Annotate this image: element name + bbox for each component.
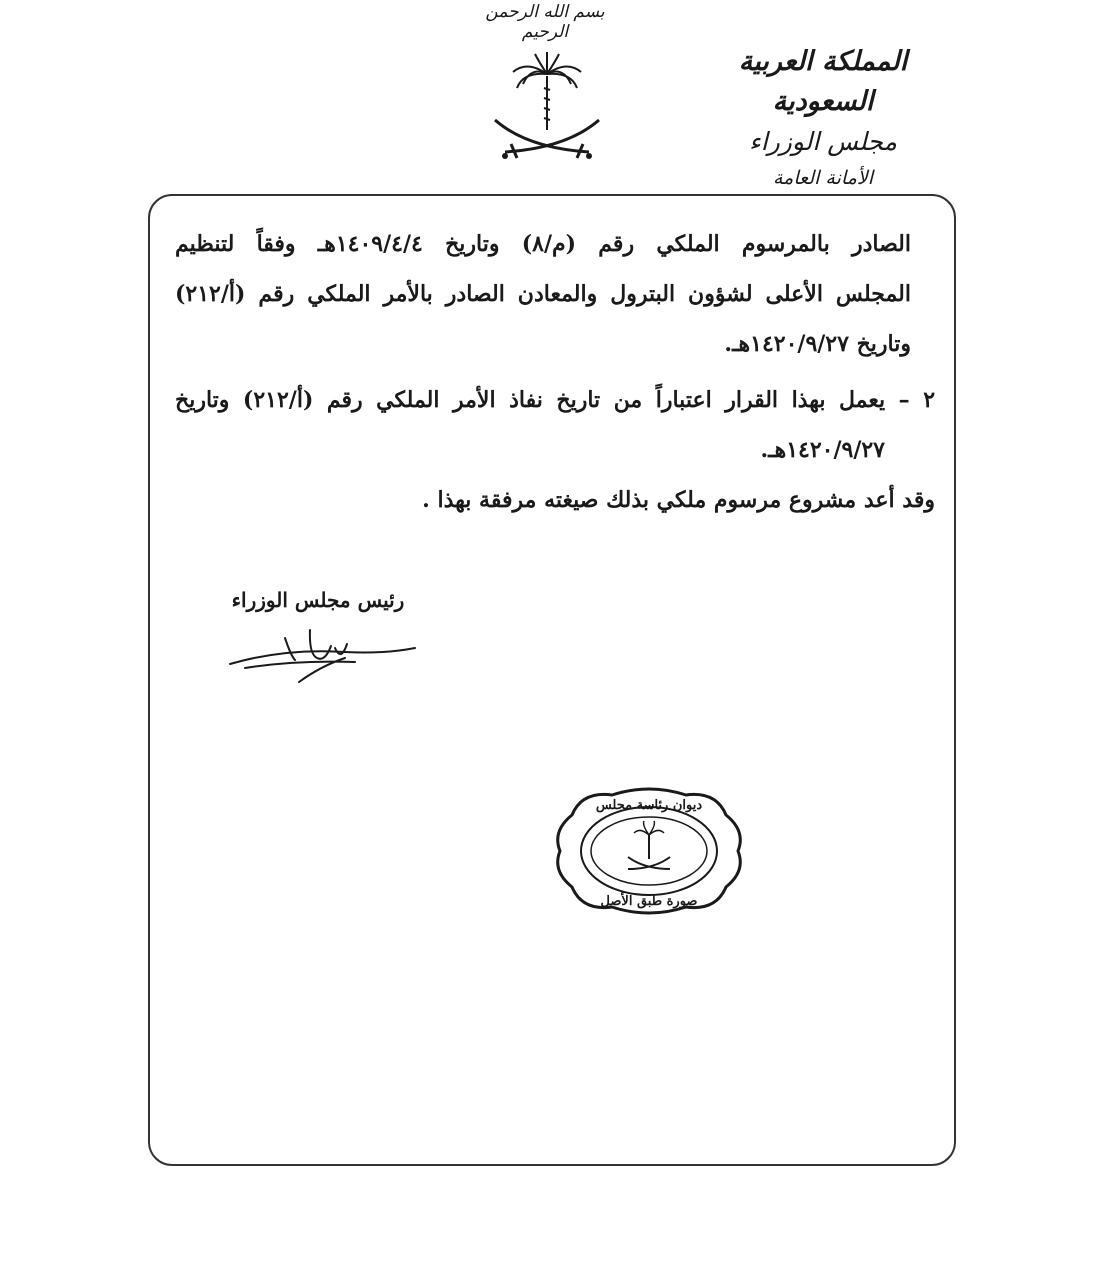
signature-title: رئيس مجلس الوزراء xyxy=(231,588,405,612)
palm-and-swords-emblem-icon xyxy=(487,48,607,166)
body-line: ١٤٢٠/٩/٢٧هـ. xyxy=(760,437,885,463)
letterhead xyxy=(688,42,958,194)
svg-text:ديوان رئاسة مجلس: ديوان رئاسة مجلس xyxy=(595,798,703,813)
body-line: وقد أعد مشروع مرسوم ملكي بذلك صيغته مرفقة بهذا . xyxy=(422,487,935,513)
body-paragraph-1 xyxy=(175,219,911,369)
secretariat-title: الأمانة العامة xyxy=(773,167,873,189)
council-title: مجلس الوزراء xyxy=(749,127,897,156)
svg-text:صورة طبق الأصل: صورة طبق الأصل xyxy=(600,894,698,909)
body-line: المجلس الأعلى لشؤون البترول والمعادن الصادر بالأمر الملكي رقم (أ/٢١٢) xyxy=(175,281,911,307)
kingdom-title: المملكة العربية السعودية xyxy=(738,46,908,117)
handwritten-signature xyxy=(225,618,425,688)
body-line: ٢ – يعمل بهذا القرار اعتباراً من تاريخ نفاذ الأمر الملكي رقم (أ/٢١٢) وتاريخ xyxy=(175,387,936,413)
body-line: وتاريخ ١٤٢٠/٩/٢٧هـ. xyxy=(724,331,911,357)
body-line: الصادر بالمرسوم الملكي رقم (م/٨) وتاريخ ١٤٠٩/٤/٤هـ وفقاً لتنظيم xyxy=(175,231,911,257)
basmala: بسم الله الرحمن الرحيم xyxy=(485,2,605,42)
body-item-2 xyxy=(175,375,935,525)
stamp-seal-icon xyxy=(552,785,746,917)
